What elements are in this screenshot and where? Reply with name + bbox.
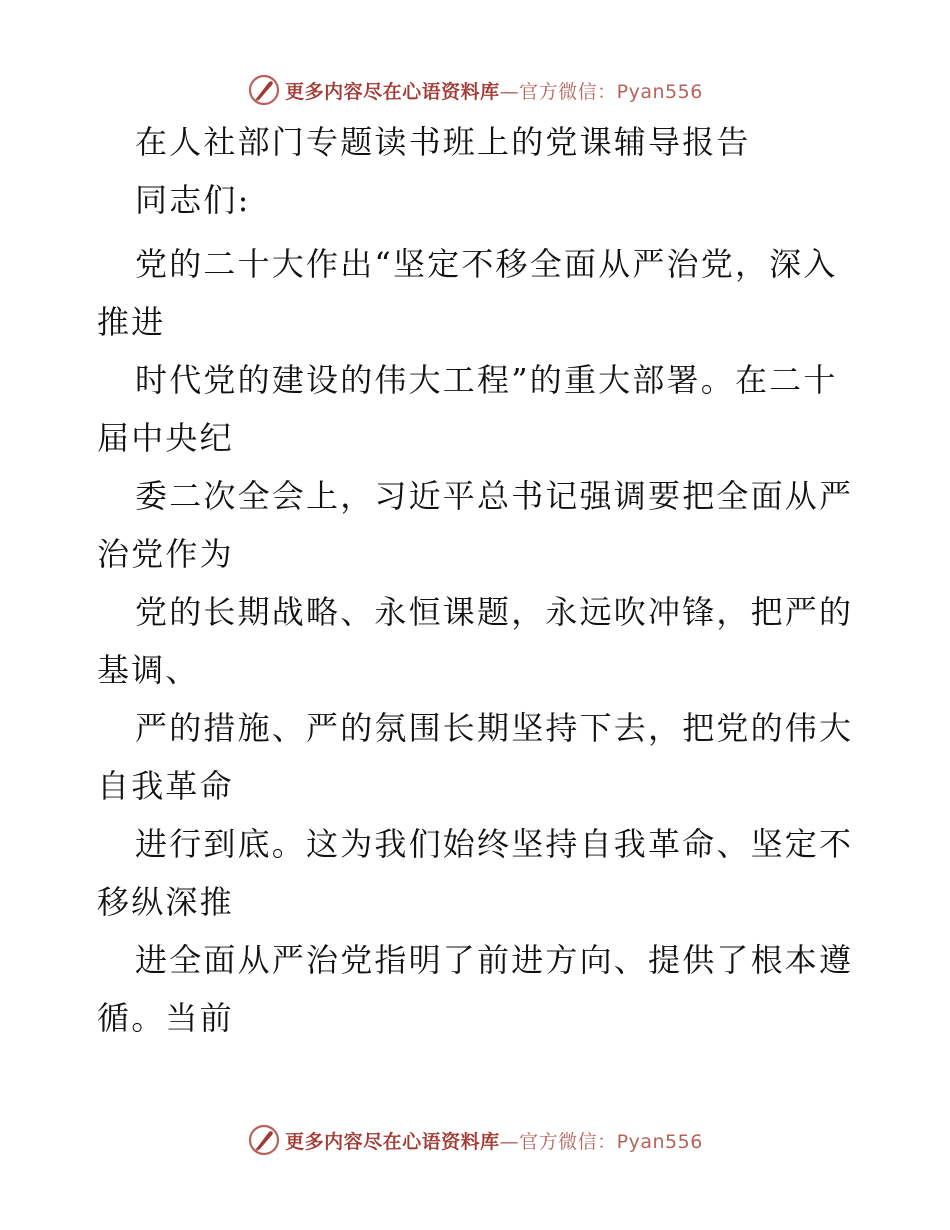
paragraph-line: 推进 [97,303,166,341]
footer-watermark [0,1120,950,1160]
paragraph-line: 届中央纪 [97,419,234,457]
paragraph-line: 党的长期战略、永恒课题，永远吹冲锋，把严的 [135,593,854,631]
watermark-dash: — [499,80,520,103]
quill-pen-circle-icon [247,1123,281,1157]
paragraph-line: 党的二十大作出“坚定不移全面从严治党，深入 [135,245,838,283]
paragraph-line: 进全面从严治党指明了前进方向、提供了根本遵 [135,941,854,979]
quill-pen-circle-icon [247,73,281,107]
paragraph-line: 基调、 [97,651,200,689]
watermark-contact: 官方微信：Pyan556 [519,80,703,103]
paragraph-line: 治党作为 [97,535,234,573]
paragraph-line: 循。当前 [97,999,234,1037]
paragraph-line: 委二次全会上，习近平总书记强调要把全面从严 [135,477,854,515]
paragraph-line: 移纵深推 [97,883,234,921]
salutation: 同志们: [135,181,251,219]
document-title: 在人社部门专题读书班上的党课辅导报告 [135,123,751,161]
paragraph-line: 严的措施、严的氛围长期坚持下去，把党的伟大 [135,709,854,747]
watermark-text [285,77,703,104]
watermark-brand: 更多内容尽在心语资料库 [285,1130,500,1153]
paragraph-line: 时代党的建设的伟大工程”的重大部署。在二十 [135,361,838,399]
watermark-text [285,1127,703,1154]
paragraph-line: 进行到底。这为我们始终坚持自我革命、坚定不 [135,825,854,863]
watermark-dash: — [499,1130,520,1153]
watermark-brand: 更多内容尽在心语资料库 [285,80,500,103]
watermark-contact: 官方微信：Pyan556 [519,1130,703,1153]
header-watermark [0,70,950,110]
paragraph-line: 自我革命 [97,767,234,805]
